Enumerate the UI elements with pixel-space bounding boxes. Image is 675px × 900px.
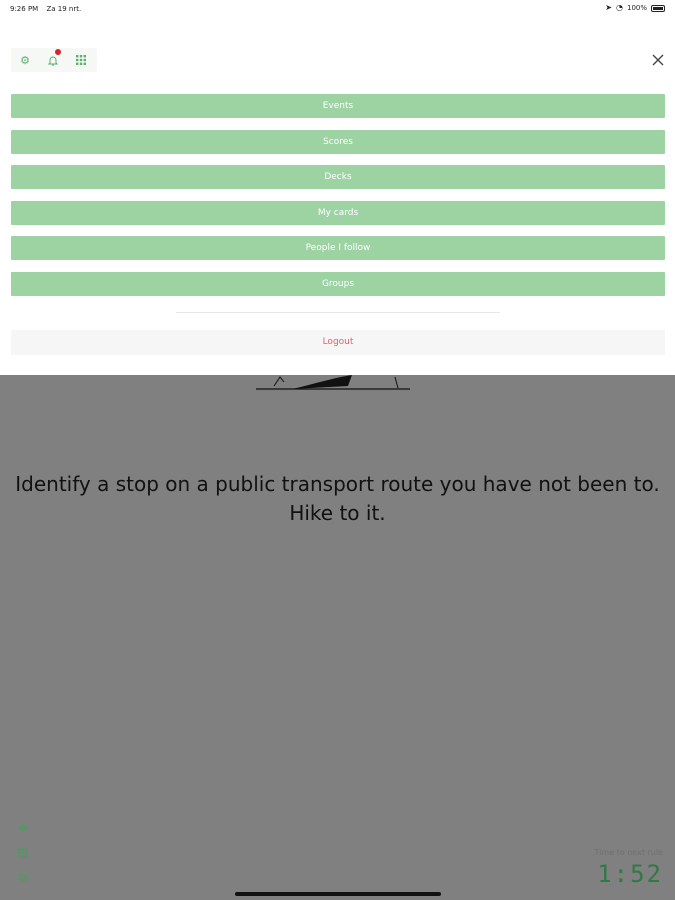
status-time: 9:26 PM [10, 5, 39, 13]
menu-item-decks[interactable]: Decks [11, 165, 665, 189]
gear-icon: ⚙ [20, 53, 30, 67]
card-illustration [252, 374, 412, 394]
status-bar [0, 0, 675, 18]
menu-item-groups[interactable]: Groups [11, 272, 665, 296]
menu-divider [176, 312, 500, 313]
menu-item-people-i-follow[interactable]: People I follow [11, 236, 665, 260]
grid-button[interactable] [13, 843, 33, 863]
status-date: Za 19 nrt. [46, 5, 82, 13]
menu-item-my-cards[interactable]: My cards [11, 201, 665, 225]
close-button[interactable] [651, 52, 665, 66]
battery-icon [651, 5, 665, 12]
status-right [605, 4, 665, 12]
home-indicator[interactable] [235, 892, 441, 896]
status-left [10, 5, 87, 13]
plus-icon: ✚ [17, 821, 29, 835]
menu-toolbar [11, 48, 97, 72]
wifi-icon: ◔ [616, 3, 623, 12]
chat-button[interactable] [13, 868, 33, 888]
location-icon: ➤ [605, 3, 612, 12]
bell-icon [48, 55, 58, 66]
add-button[interactable] [13, 818, 33, 838]
notification-dot [55, 49, 61, 55]
menu-list [11, 94, 665, 307]
battery-percent: 100% [626, 4, 647, 12]
logout-button[interactable]: Logout [11, 330, 665, 355]
side-toolbar [13, 818, 33, 893]
timer-label: Time to next rule [594, 848, 663, 857]
notifications-button[interactable] [39, 48, 67, 72]
menu-panel [0, 18, 675, 375]
chat-icon [17, 873, 29, 883]
settings-button[interactable] [11, 48, 39, 72]
apps-button[interactable] [67, 48, 95, 72]
menu-item-events[interactable]: Events [11, 94, 665, 118]
timer-value: 1:52 [597, 860, 663, 888]
grid-icon [76, 55, 86, 65]
menu-item-scores[interactable]: Scores [11, 130, 665, 154]
close-icon [651, 53, 665, 67]
grid-icon [18, 848, 28, 858]
challenge-text: Identify a stop on a public transport route you have not been to. Hike to it. [15, 472, 660, 525]
